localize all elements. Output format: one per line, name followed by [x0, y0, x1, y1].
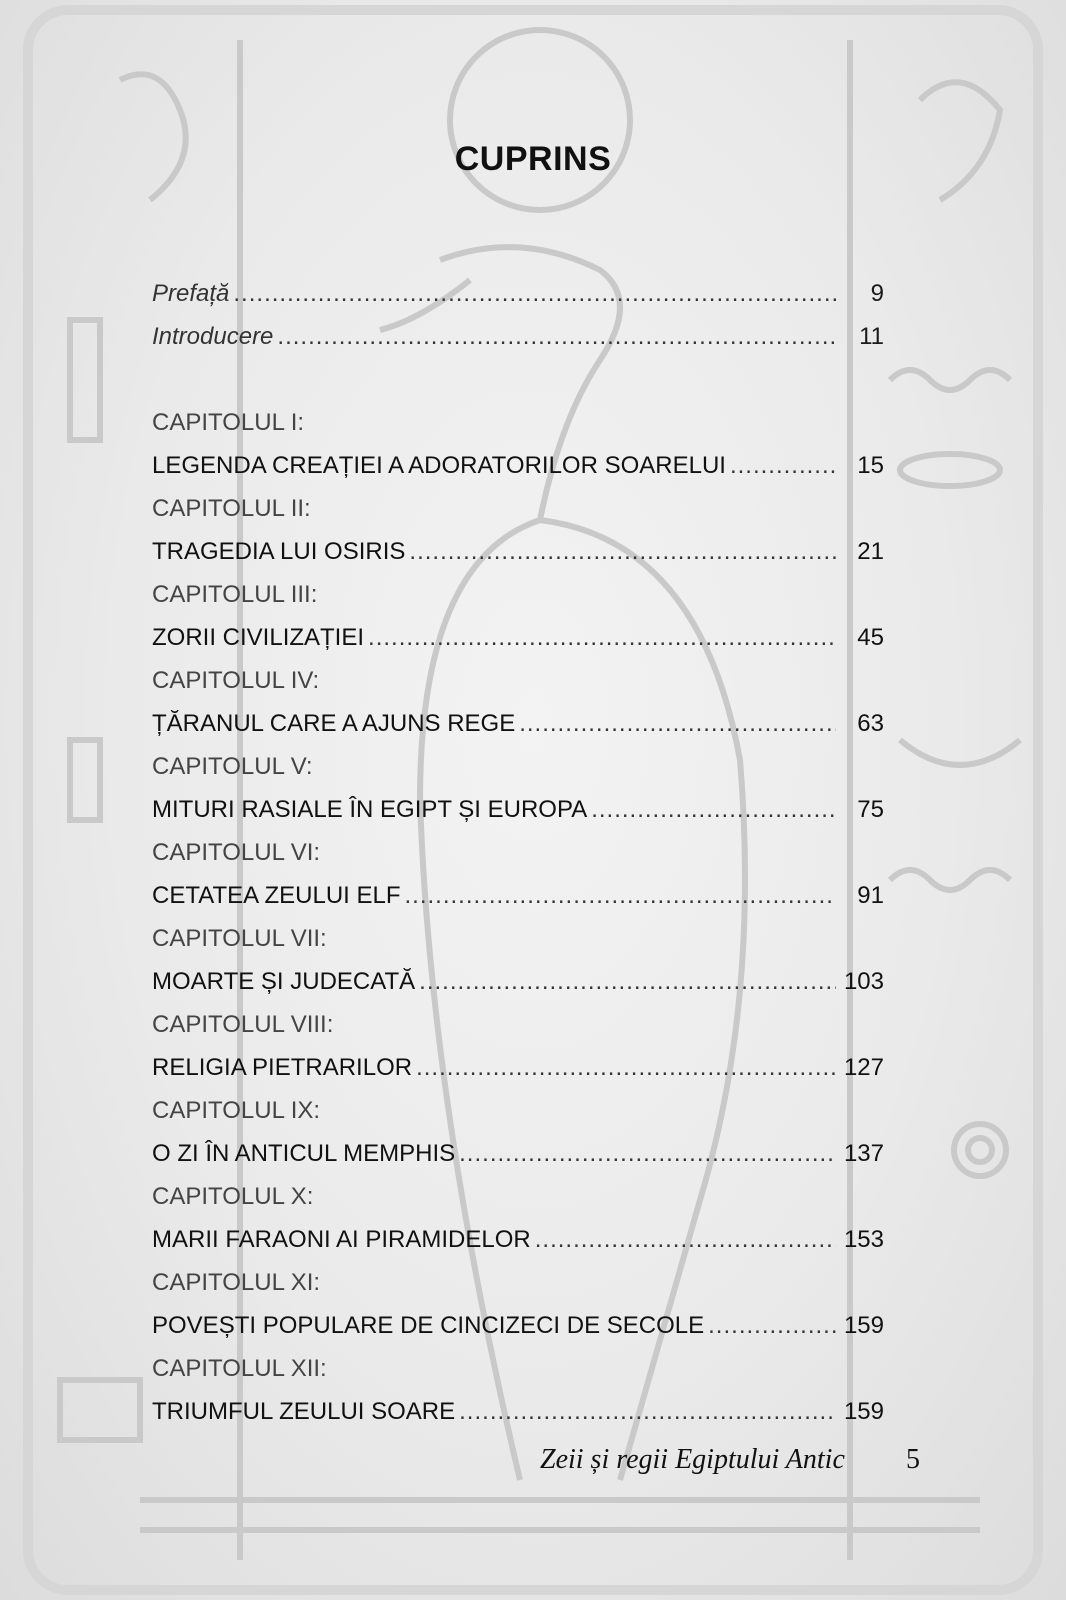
chapter-number-label: CAPITOLUL VIII:: [152, 1011, 334, 1038]
chapter-title: MOARTE ȘI JUDECATĂ: [152, 968, 416, 995]
toc-entry-label: Prefață: [152, 280, 230, 307]
table-of-contents: [152, 280, 884, 1441]
chapter-number-label: CAPITOLUL VI:: [152, 839, 321, 866]
chapter-list: [152, 409, 884, 1441]
toc-entry-chapter[interactable]: [152, 1398, 884, 1441]
chapter-label: [152, 581, 884, 624]
toc-entry-introduction[interactable]: [152, 323, 884, 366]
chapter-label: [152, 753, 884, 796]
chapter-number-label: CAPITOLUL IX:: [152, 1097, 321, 1124]
chapter-number-label: CAPITOLUL X:: [152, 1183, 314, 1210]
dot-leader: [419, 968, 836, 996]
toc-entry-chapter[interactable]: [152, 1140, 884, 1183]
toc-page-number: 153: [843, 1226, 884, 1253]
chapter-title: RELIGIA PIETRARILOR: [152, 1054, 413, 1081]
toc-entry-chapter[interactable]: [152, 882, 884, 925]
dot-leader: [708, 1312, 836, 1340]
chapter-number-label: CAPITOLUL XII:: [152, 1355, 327, 1382]
toc-page-number: 9: [870, 280, 884, 307]
chapter-title: ZORII CIVILIZAȚIEI: [152, 624, 365, 651]
chapter-label: [152, 409, 884, 452]
chapter-label: [152, 1097, 884, 1140]
chapter-number-label: CAPITOLUL III:: [152, 581, 318, 608]
chapter-number-label: CAPITOLUL VII:: [152, 925, 327, 952]
toc-page-number: 159: [843, 1312, 884, 1339]
toc-page-number: 11: [859, 323, 884, 350]
dot-leader: [416, 1054, 836, 1082]
chapter-title: POVEȘTI POPULARE DE CINCIZECI DE SECOLE: [152, 1312, 705, 1339]
footer-page-number: 5: [906, 1444, 920, 1475]
chapter-label: [152, 1011, 884, 1054]
toc-page-number: 159: [843, 1398, 884, 1425]
toc-entry-chapter[interactable]: [152, 710, 884, 753]
chapter-label: [152, 495, 884, 538]
page-title: CUPRINS: [454, 140, 612, 178]
toc-entry-chapter[interactable]: [152, 796, 884, 839]
chapter-title: TRIUMFUL ZEULUI SOARE: [152, 1398, 456, 1425]
chapter-title: LEGENDA CREAȚIEI A ADORATORILOR SOARELUI: [152, 452, 726, 479]
dot-leader: [535, 1226, 836, 1254]
toc-page-number: 91: [857, 882, 884, 909]
dot-leader: [730, 452, 836, 480]
chapter-label: [152, 1269, 884, 1312]
dot-leader: [409, 538, 836, 566]
chapter-title: MITURI RASIALE ÎN EGIPT ȘI EUROPA: [152, 796, 588, 823]
toc-page-number: 45: [857, 624, 884, 651]
chapter-number-label: CAPITOLUL XI:: [152, 1269, 321, 1296]
chapter-label: [152, 1183, 884, 1226]
dot-leader: [459, 1140, 836, 1168]
toc-page-number: 127: [843, 1054, 884, 1081]
running-footer-title: Zeii și regii Egiptului Antic: [540, 1444, 845, 1475]
toc-page-number: 63: [857, 710, 884, 737]
chapter-number-label: CAPITOLUL V:: [152, 753, 313, 780]
toc-page-number: 21: [857, 538, 884, 565]
dot-leader: [368, 624, 836, 652]
chapter-title: MARII FARAONI AI PIRAMIDELOR: [152, 1226, 531, 1253]
dot-leader: [459, 1398, 836, 1426]
toc-entry-chapter[interactable]: [152, 1054, 884, 1097]
dot-leader: [519, 710, 836, 738]
dot-leader: [405, 882, 837, 910]
chapter-label: [152, 1355, 884, 1398]
toc-page-number: 137: [843, 1140, 884, 1167]
toc-entry-label: Introducere: [152, 323, 274, 350]
toc-entry-chapter[interactable]: [152, 1312, 884, 1355]
chapter-title: TRAGEDIA LUI OSIRIS: [152, 538, 406, 565]
chapter-number-label: CAPITOLUL I:: [152, 409, 305, 436]
dot-leader: [277, 323, 836, 351]
toc-entry-chapter[interactable]: [152, 538, 884, 581]
chapter-label: [152, 667, 884, 710]
chapter-number-label: CAPITOLUL II:: [152, 495, 311, 522]
toc-page-number: 15: [857, 452, 884, 479]
toc-page-number: 75: [857, 796, 884, 823]
toc-entry-preface[interactable]: [152, 280, 884, 323]
toc-entry-chapter[interactable]: [152, 968, 884, 1011]
chapter-title: O ZI ÎN ANTICUL MEMPHIS: [152, 1140, 456, 1167]
toc-entry-chapter[interactable]: [152, 452, 884, 495]
dot-leader: [591, 796, 836, 824]
toc-page-number: 103: [843, 968, 884, 995]
chapter-number-label: CAPITOLUL IV:: [152, 667, 320, 694]
toc-entry-chapter[interactable]: [152, 1226, 884, 1269]
dot-leader: [233, 280, 836, 308]
chapter-label: [152, 839, 884, 882]
page-footer: [540, 1444, 920, 1476]
toc-entry-chapter[interactable]: [152, 624, 884, 667]
chapter-title: ȚĂRANUL CARE A AJUNS REGE: [152, 710, 516, 737]
chapter-label: [152, 925, 884, 968]
chapter-title: CETATEA ZEULUI ELF: [152, 882, 401, 909]
